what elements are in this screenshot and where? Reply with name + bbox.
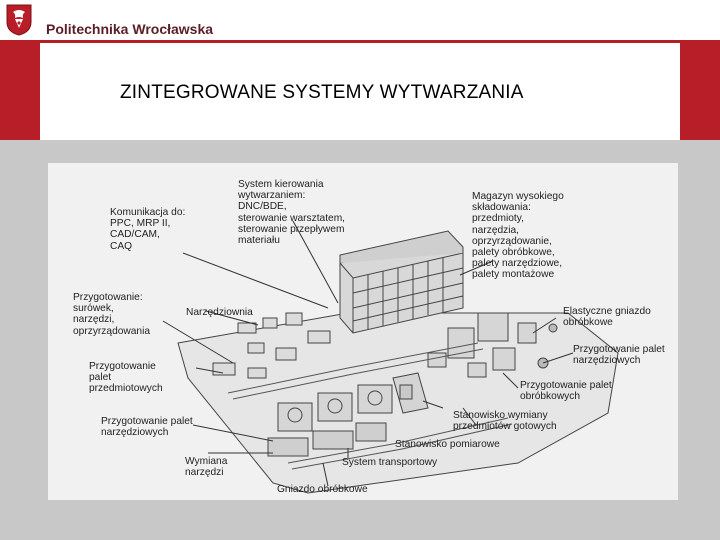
label-gniazdo-obrobkowe: Gniazdo obróbkowe [277,484,368,495]
label-przygotowanie-palet-narzedziowych-right: Przygotowanie palet narzędziowych [573,344,665,367]
label-narzedziownia: Narzędziownia [186,307,253,318]
university-name: Politechnika Wrocławska [46,21,214,37]
red-divider [40,40,680,43]
label-wymiana-narzedzi: Wymiana narzędzi [185,456,228,479]
red-accent-right [680,40,720,140]
slide-title: ZINTEGROWANE SYSTEMY WYTWARZANIA [120,82,524,103]
label-przygotowanie-palet-obrobkowych: Przygotowanie palet obróbkowych [520,380,612,403]
label-przygotowanie-palet-przedmiotowych: Przygotowanie palet przedmiotowych [89,361,163,395]
red-accent-left [0,40,40,140]
label-stanowisko-wymiany: Stanowisko wymiany przedmiotów gotowych [453,410,557,433]
label-przygotowanie-surowek: Przygotowanie: surówek, narzędzi, oprzyrządowania [73,292,151,337]
label-magazyn: Magazyn wysokiego składowania: przedmioty, narzędzia, oprzyrządowanie, palety obróbkowe, palety narzędziowe, palety montażowe [472,191,564,281]
label-stanowisko-pomiarowe: Stanowisko pomiarowe [395,439,500,450]
label-komunikacja: Komunikacja do: PPC, MRP II, CAD/CAM, CAQ [110,207,186,252]
label-system-kierowania: System kierowania wytwarzaniem: DNC/BDE, sterowanie warsztatem, sterowanie przepływem materiału [238,179,346,247]
university-logo-icon [6,4,32,36]
label-elastyczne-gniazdo: Elastyczne gniazdo obróbkowe [563,306,651,329]
label-system-transportowy: System transportowy [342,457,438,468]
top-header [0,0,720,40]
label-przygotowanie-palet-narzedziowych-left: Przygotowanie palet narzędziowych [101,416,193,439]
